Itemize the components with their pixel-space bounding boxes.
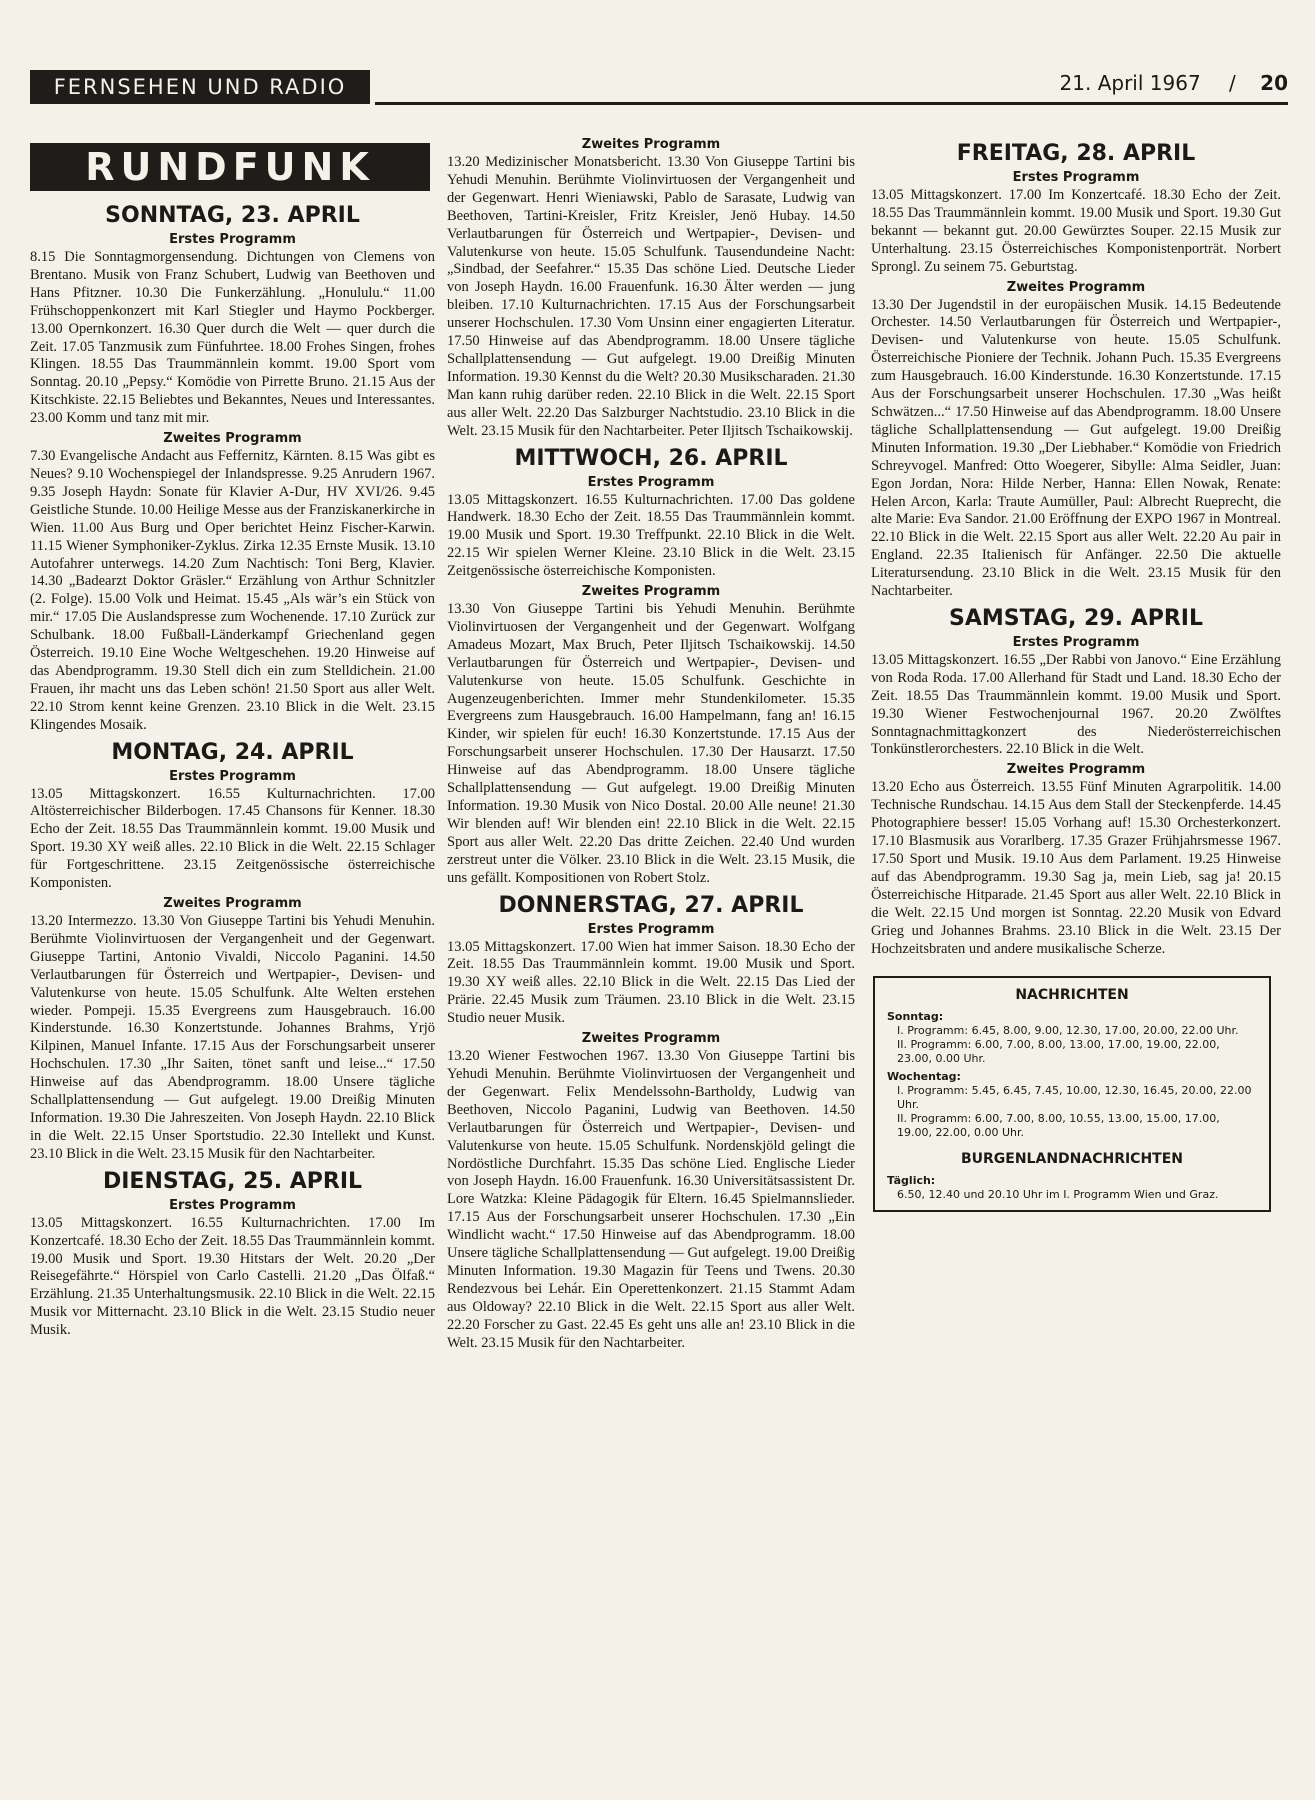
page-number: 20 — [1260, 71, 1288, 95]
page-header — [30, 66, 1288, 110]
program-label: Zweites Programm — [163, 431, 302, 447]
news-wochentag-p1: I. Programm: 5.45, 6.45, 7.45, 10.00, 12.30, 16.45, 20.00, 22.00 Uhr. — [897, 1084, 1252, 1112]
day-heading-donnerstag: DONNERSTAG, 27. APRIL — [498, 892, 804, 918]
program-label: Zweites Programm — [581, 584, 721, 600]
news-sonntag-p2: II. Programm: 6.00, 7.00, 8.00, 13.00, 17.00, 19.00, 22.00, 23.00, 0.00 Uhr. — [897, 1038, 1220, 1066]
program-text: 7.30 Evangelische Andacht aus Feffernitz, Kärnten. 8.15 Was gibt es Neues? 9.10 Wochenspiegel der Inlandspresse. 9.25 Anrudern 1967. 9.35 Joseph Haydn: Sonate für Klavier A-Dur, HV XVI/26. 9.45 Geistliche Stunde. 10.00 Heilige Messe aus der Franziskanerkirche in Wien. 11.00 Aus Burg und Oper berichtet Heinz Fischer-Karwin. 11.15 Wiener Symphoniker-Zyklus. Zirka 12.35 Ernste Musik. 13.10 Autofahrer unterwegs. 14.20 Zum Nachtisch: Toni Berg, Klavier. 14.30 „Badearzt Doktor Gräsler.“ Erzählung von Arthur Schnitzler (2. Folge). 15.00 Volk und Heimat. 15.45 „Als wär’s ein Stück von mir.“ 17.05 Die Auslandspresse zum Wochenende. 17.10 Zurück zur Schulbank. 18.00 Fußball-Länderkampf Griechenland gegen Österreich. 19.10 Eine Woche Weltgeschehen. 19.20 Hinweise auf das Abendprogramm. 19.30 Stell dich ein zum Stelldichein. 21.00 Frauen, ihr macht uns das Leben schön! 21.50 Sport aus aller Welt. 22.10 Strom kennt keine Grenzen. 23.10 Blick in die Welt. 23.15 Klingendes Mosaik. — [30, 448, 435, 733]
program-text: 13.05 Mittagskonzert. 17.00 Wien hat immer Saison. 18.30 Echo der Zeit. 18.55 Das Traummännlein kommt. 19.00 Musik und Sport. 19.30 XY weiß alles. 22.10 Blick in die Welt. 22.15 Das Lied der Prärie. 22.45 Musik zum Träumen. 23.10 Blick in die Welt. 23.15 Studio neuer Musik. — [447, 938, 855, 1027]
program-label: Erstes Programm — [587, 921, 715, 937]
header-rule — [375, 102, 1288, 105]
program-label: Erstes Programm — [169, 232, 296, 247]
news-wochentag-p2: II. Programm: 6.00, 7.00, 8.00, 10.55, 13.00, 15.00, 17.00, 19.00, 22.00, 0.00 Uhr. — [897, 1112, 1220, 1140]
program-text: 13.30 Der Jugendstil in der europäischen Musik. 14.15 Bedeutende Orchester. 14.50 Verlautbarungen für Österreich und Wertpapier-, Devisen- und Valutenkurse von heute. 15.05 Schulfunk. Österreichische Pioniere der Technik. Johann Puch. 15.35 Evergreens zum Hausgebrauch. 16.00 Kinderstunde. 16.30 Konzertstunde. 17.15 Aus der Forschungsarbeit unserer Hochschulen. 17.30 „Was heißt Schwätzen...“ 17.50 Hinweise auf das Abendprogramm. 18.00 Unsere tägliche Schallplattensendung — Gut aufgelegt. 19.00 Dreißig Minuten Information. 19.30 „Der Liebhaber.“ Komödie von Friedrich Schreyvogel. Manfred: Otto Woegerer, Sibylle: Alma Seidler, Juan: Egon Jordan, Nora: Hilde Nerber, Hanna: Ellen Nowak, Renate: Helen Arcon, Karla: Traute Aumüller, Paul: Albrecht Rueprecht, die alte Marie: Eva Sandor. 21.00 Eröffnung der EXPO 1967 in Montreal. 22.10 Blick in die Welt. 22.15 Sport aus aller Welt. 22.20 Au pair in England. 22.35 Italienisch für Anfänger. 22.50 Die aktuelle Literatursendung. 23.10 Blick in die Welt. 23.15 Musik für den Nachtarbeiter. — [871, 296, 1281, 600]
column-1 — [30, 143, 435, 1342]
news-title: NACHRICHTEN — [1015, 987, 1129, 1004]
program-text: 13.20 Wiener Festwochen 1967. 13.30 Von Giuseppe Tartini bis Yehudi Menuhin. Berühmte Violinvirtuosen der Vergangenheit und der Gegenwart. Felix Mendelssohn-Bartholdy, Ludwig van Beethoven, Niccolo Paganini, Ludwig van Beethoven. 14.50 Verlautbarungen für Österreich und Wertpapier-, Devisen- und Valutenkurse von heute. 15.05 Schulfunk. Nordenskjöld gelingt die Nordöstliche Durchfahrt. 15.35 Das schöne Lied. Englische Lieder von Joseph Haydn. 16.00 Frauenfunk. 16.30 Universitätsassistent Dr. Lore Watzka: Kleine Pädagogik für Eltern. 16.45 Spielmannslieder. 17.15 Aus der Forschungsarbeit unserer Hochschulen. 17.30 „Ein Windlicht wacht.“ 17.50 Hinweise auf das Abendprogramm. 18.00 Unsere tägliche Schallplattensendung — Gut aufgelegt. 19.00 Dreißig Minuten Information. 19.30 Magazin für Teens und Twens. 20.30 Rendezvous bei Lehár. Ein Operettenkonzert. 21.15 Stammt Adam aus Oldoway? 22.10 Blick in die Welt. 22.15 Sport aus aller Welt. 22.20 Forscher zu Gast. 22.45 Es geht uns alle an! 23.10 Blick in die Welt. 23.15 Musik für den Nachtarbeiter. — [447, 1048, 855, 1351]
program-label: Erstes Programm — [169, 1197, 296, 1213]
burgenland-title: BURGENLANDNACHRICHTEN — [960, 1151, 1184, 1168]
program-label: Zweites Programm — [581, 137, 721, 152]
program-label: Zweites Programm — [163, 896, 302, 911]
program-label: Erstes Programm — [169, 768, 296, 784]
program-text: 13.20 Medizinischer Monatsbericht. 13.30 Von Giuseppe Tartini bis Yehudi Menuhin. Berühmte Violinvirtuosen der Vergangenheit und der Gegenwart. Henri Wieniawski, Pablo de Sarasate, Ludwig van Beethoven, Tartini-Kreisler, Fritz Kreisler, Jenö Hubay. 14.50 Verlautbarungen für Österreich und Wertpapier-, Devisen- und Valutenkurse von heute. 15.05 Schulfunk. Tausendundeine Nacht: „Sindbad, der Seefahrer.“ 15.35 Das schöne Lied. Deutsche Lieder von Joseph Haydn. 16.00 Frauenfunk. 16.30 Älter werden — jung bleiben. 17.10 Kulturnachrichten. 17.15 Aus der Forschungsarbeit unserer Hochschulen. 17.30 Vom Unsinn einer engagierten Literatur. 17.50 Hinweise auf das Abendprogramm. 18.00 Unsere tägliche Schallplattensendung — Gut aufgelegt. 19.00 Dreißig Minuten Information. 19.30 Kennst du die Welt? 20.30 Musikscharaden. 21.30 Man kann ruhig darüber reden. 22.10 Blick in die Welt. 22.15 Sport aus aller Welt. 22.20 Das Salzburger Nachtstudio. 23.10 Blick in die Welt. 23.15 Musik für den Nachtarbeiter. Peter Iljitsch Tschaikowskij. — [447, 154, 855, 439]
program-text: 13.05 Mittagskonzert. 16.55 Kulturnachrichten. 17.00 Das goldene Handwerk. 18.30 Echo der Zeit. 18.55 Das Traummännlein kommt. 19.00 Musik und Sport. 19.30 Treffpunkt. 22.10 Blick in die Welt. 22.15 Wir spielen Werner Kleine. 23.10 Blick in die Welt. 23.15 Zeitgenössische österreichische Komponisten. — [447, 491, 855, 580]
program-text: 13.05 Mittagskonzert. 16.55 Kulturnachrichten. 17.00 Im Konzertcafé. 18.30 Echo der Zeit. 18.55 Das Traummännlein kommt. 19.00 Musik und Sport. 19.30 Hitstars der Welt. 20.20 „Der Reisegefährte.“ Hörspiel von Carlo Castelli. 21.20 „Das Ölfaß.“ Erzählung. 21.35 Unterhaltungsmusik. 22.10 Blick in die Welt. 22.15 Musik vor Mitternacht. 23.10 Blick in die Welt. 23.15 Studio neuer Musik. — [30, 1214, 435, 1339]
day-heading-sonntag: SONNTAG, 23. APRIL — [105, 203, 360, 228]
program-label: Zweites Programm — [1006, 279, 1146, 295]
page-separator: / — [1229, 71, 1236, 95]
program-text: 13.05 Mittagskonzert. 16.55 Kulturnachrichten. 17.00 Altösterreichischer Bilderbogen. 17.45 Chansons für Kenner. 18.30 Echo der Zeit. 18.55 Das Traummännlein kommt. 19.00 Musik und Sport. 19.30 XY weiß alles. 22.10 Blick in die Welt. 22.15 Schlager für Fortgeschrittene. 23.15 Zeitgenössische österreichische Komponisten. — [30, 785, 435, 892]
news-box — [873, 976, 1271, 1212]
section-rubric: FERNSEHEN UND RADIO — [30, 70, 370, 104]
program-text: 13.20 Intermezzo. 13.30 Von Giuseppe Tartini bis Yehudi Menuhin. Berühmte Violinvirtuosen der Vergangenheit und der Gegenwart. Giuseppe Tartini, Antonio Vivaldi, Niccolo Paganini. 14.50 Verlautbarungen für Österreich und Wertpapier-, Devisen- und Valutenkurse von heute. 15.05 Schulfunk. Alte Welten erstehen wieder. Pompeji. 15.35 Evergreens zum Hausgebrauch. 16.00 Kinderstunde. 16.30 Konzertstunde. Johannes Brahms, Yrjö Kilpinen, Manuel Infante. 17.15 Aus der Forschungsarbeit unserer Hochschulen. 17.30 „Ihr Saiten, tönet sanft und leise...“ 17.50 Hinweise auf das Abendprogramm. 18.00 Unsere tägliche Schallplattensendung — Gut aufgelegt. 19.00 Dreißig Minuten Information. 19.30 Die Jahreszeiten. Von Joseph Haydn. 22.10 Blick in die Welt. 22.15 Unser Sportstudio. 22.30 Intellekt und Kunst. 23.10 Blick in die Welt. 23.15 Musik für den Nachtarbeiter. — [30, 913, 435, 1162]
program-text: 13.20 Echo aus Österreich. 13.55 Fünf Minuten Agrarpolitik. 14.00 Technische Rundschau. 14.15 Aus dem Stall der Steckenpferde. 14.45 Photographiere besser! 15.05 Vorhang auf! 15.30 Orchesterkonzert. 17.10 Blasmusik aus Vorarlberg. 17.35 Grazer Frühjahrsmesse 1967. 17.50 Sport und Musik. 19.10 Aus dem Parlament. 19.25 Hinweise auf das Abendprogramm. 19.30 Sag ja, mein Lieb, sag ja! 20.15 Österreichische Hitparade. 21.45 Sport aus aller Welt. 22.10 Blick in die Welt. 22.15 Und morgen ist Sonntag. 22.20 Musik von Edvard Grieg und Johannes Brahms. 23.10 Blick in die Welt. 23.15 Der Hochzeitsbraten und andere musikalische Scherze. — [871, 779, 1281, 957]
day-heading-freitag: FREITAG, 28. APRIL — [956, 141, 1196, 166]
program-text: 13.05 Mittagskonzert. 17.00 Im Konzertcafé. 18.30 Echo der Zeit. 18.55 Das Traummännlein kommt. 19.00 Musik und Sport. 19.30 Gut bekannt — bekannt gut. 20.00 Gewürztes Souper. 22.15 Musik zur Unterhaltung. 23.15 Österreichisches Komponistenporträt. Norbert Sprongl. Zu seinem 75. Geburtstag. — [871, 187, 1281, 275]
program-text: 8.15 Die Sonntagmorgensendung. Dichtungen von Clemens von Brentano. Musik von Franz Schubert, Ludwig van Beethoven und Hans Pfitzner. 10.30 Die Funkerzählung. „Honululu.“ 11.00 Frühschoppenkonzert mit Karl Stiegler und Haymo Pockberger. 13.00 Opernkonzert. 16.30 Quer durch die Welt — quer durch die Zeit. 17.05 Tanzmusik zum Fünfuhrtee. 18.00 Frohes Singen, frohes Klingen. 18.55 Das Traummännlein kommt. 19.00 Sport vom Sonntag. 20.10 „Pepsy.“ Komödie von Pirrette Bruno. 21.15 Aus der Kitschkiste. 22.15 Beliebtes und Bekanntes, Neues und Interessantes. 23.00 Komm und tanz mit mir. — [30, 249, 435, 427]
program-label: Zweites Programm — [581, 1031, 721, 1047]
news-taeglich-text: 6.50, 12.40 und 20.10 Uhr im I. Programm Wien und Graz. — [897, 1188, 1219, 1202]
news-taeglich-label: Täglich: — [887, 1174, 936, 1188]
rundfunk-banner: RUNDFUNK — [30, 143, 430, 191]
program-label: Zweites Programm — [1006, 762, 1146, 778]
column-3 — [871, 136, 1281, 1212]
program-text: 13.30 Von Giuseppe Tartini bis Yehudi Menuhin. Berühmte Violinvirtuosen der Vergangenheit und der Gegenwart. Wolfgang Amadeus Mozart, Max Bruch, Peter Iljitsch Tschaikowskij. 14.50 Verlautbarungen für Österreich und Wertpapier-, Devisen- und Valutenkurse von heute. 15.05 Schulfunk. Geschichte in Augenzeugenberichten. Immer mehr Stundenkilometer. 15.35 Evergreens zum Hausgebrauch. 16.00 Hampelmann, fang an! 16.15 Kinder, wir spielen für euch! 16.30 Konzertstunde. 17.15 Aus der Forschungsarbeit unserer Hochschulen. 17.30 Der Hausarzt. 17.50 Hinweise auf das Abendprogramm. 18.00 Unsere tägliche Schallplattensendung — Gut aufgelegt. 19.00 Dreißig Minuten Information. 19.30 Musik von Nico Dostal. 20.00 Alle neune! 21.30 Wir blenden auf! Wir blenden ein! 22.10 Blick in die Welt. 22.15 Sport aus aller Welt. 22.20 Das dritte Zeichen. 22.40 Und wurden zerstreut unter die Völker. 23.10 Blick in die Welt. 23.15 Musik, die uns gefällt. Kompositionen von Robert Stolz. — [447, 601, 855, 886]
program-label: Erstes Programm — [1012, 634, 1140, 650]
day-heading-dienstag: DIENSTAG, 25. APRIL — [102, 1168, 363, 1194]
day-heading-samstag: SAMSTAG, 29. APRIL — [949, 605, 1203, 631]
program-text: 13.05 Mittagskonzert. 16.55 „Der Rabbi von Janovo.“ Eine Erzählung von Roda Roda. 17.00 Allerhand für Stadt und Land. 18.30 Echo der Zeit. 18.55 Das Traummännlein kommt. 19.00 Musik und Sport. 19.30 Wiener Festwochenjournal 1967. 20.20 Zwölftes Sonntagnachmittagkonzert des Niederösterreichischen Tonkünstlerorchesters. 22.10 Blick in die Welt. — [871, 651, 1281, 758]
news-sonntag-p1: I. Programm: 6.45, 8.00, 9.00, 12.30, 17.00, 20.00, 22.00 Uhr. — [897, 1024, 1239, 1038]
issue-date: 21. April 1967 — [1059, 71, 1201, 95]
news-wochentag-label: Wochentag: — [887, 1070, 961, 1084]
program-label: Erstes Programm — [1012, 170, 1140, 185]
program-label: Erstes Programm — [587, 474, 715, 490]
day-heading-montag: MONTAG, 24. APRIL — [111, 739, 354, 765]
column-2 — [447, 136, 855, 1354]
dateline — [1060, 66, 1288, 100]
day-heading-mittwoch: MITTWOCH, 26. APRIL — [514, 445, 788, 471]
news-sonntag-label: Sonntag: — [887, 1010, 944, 1024]
